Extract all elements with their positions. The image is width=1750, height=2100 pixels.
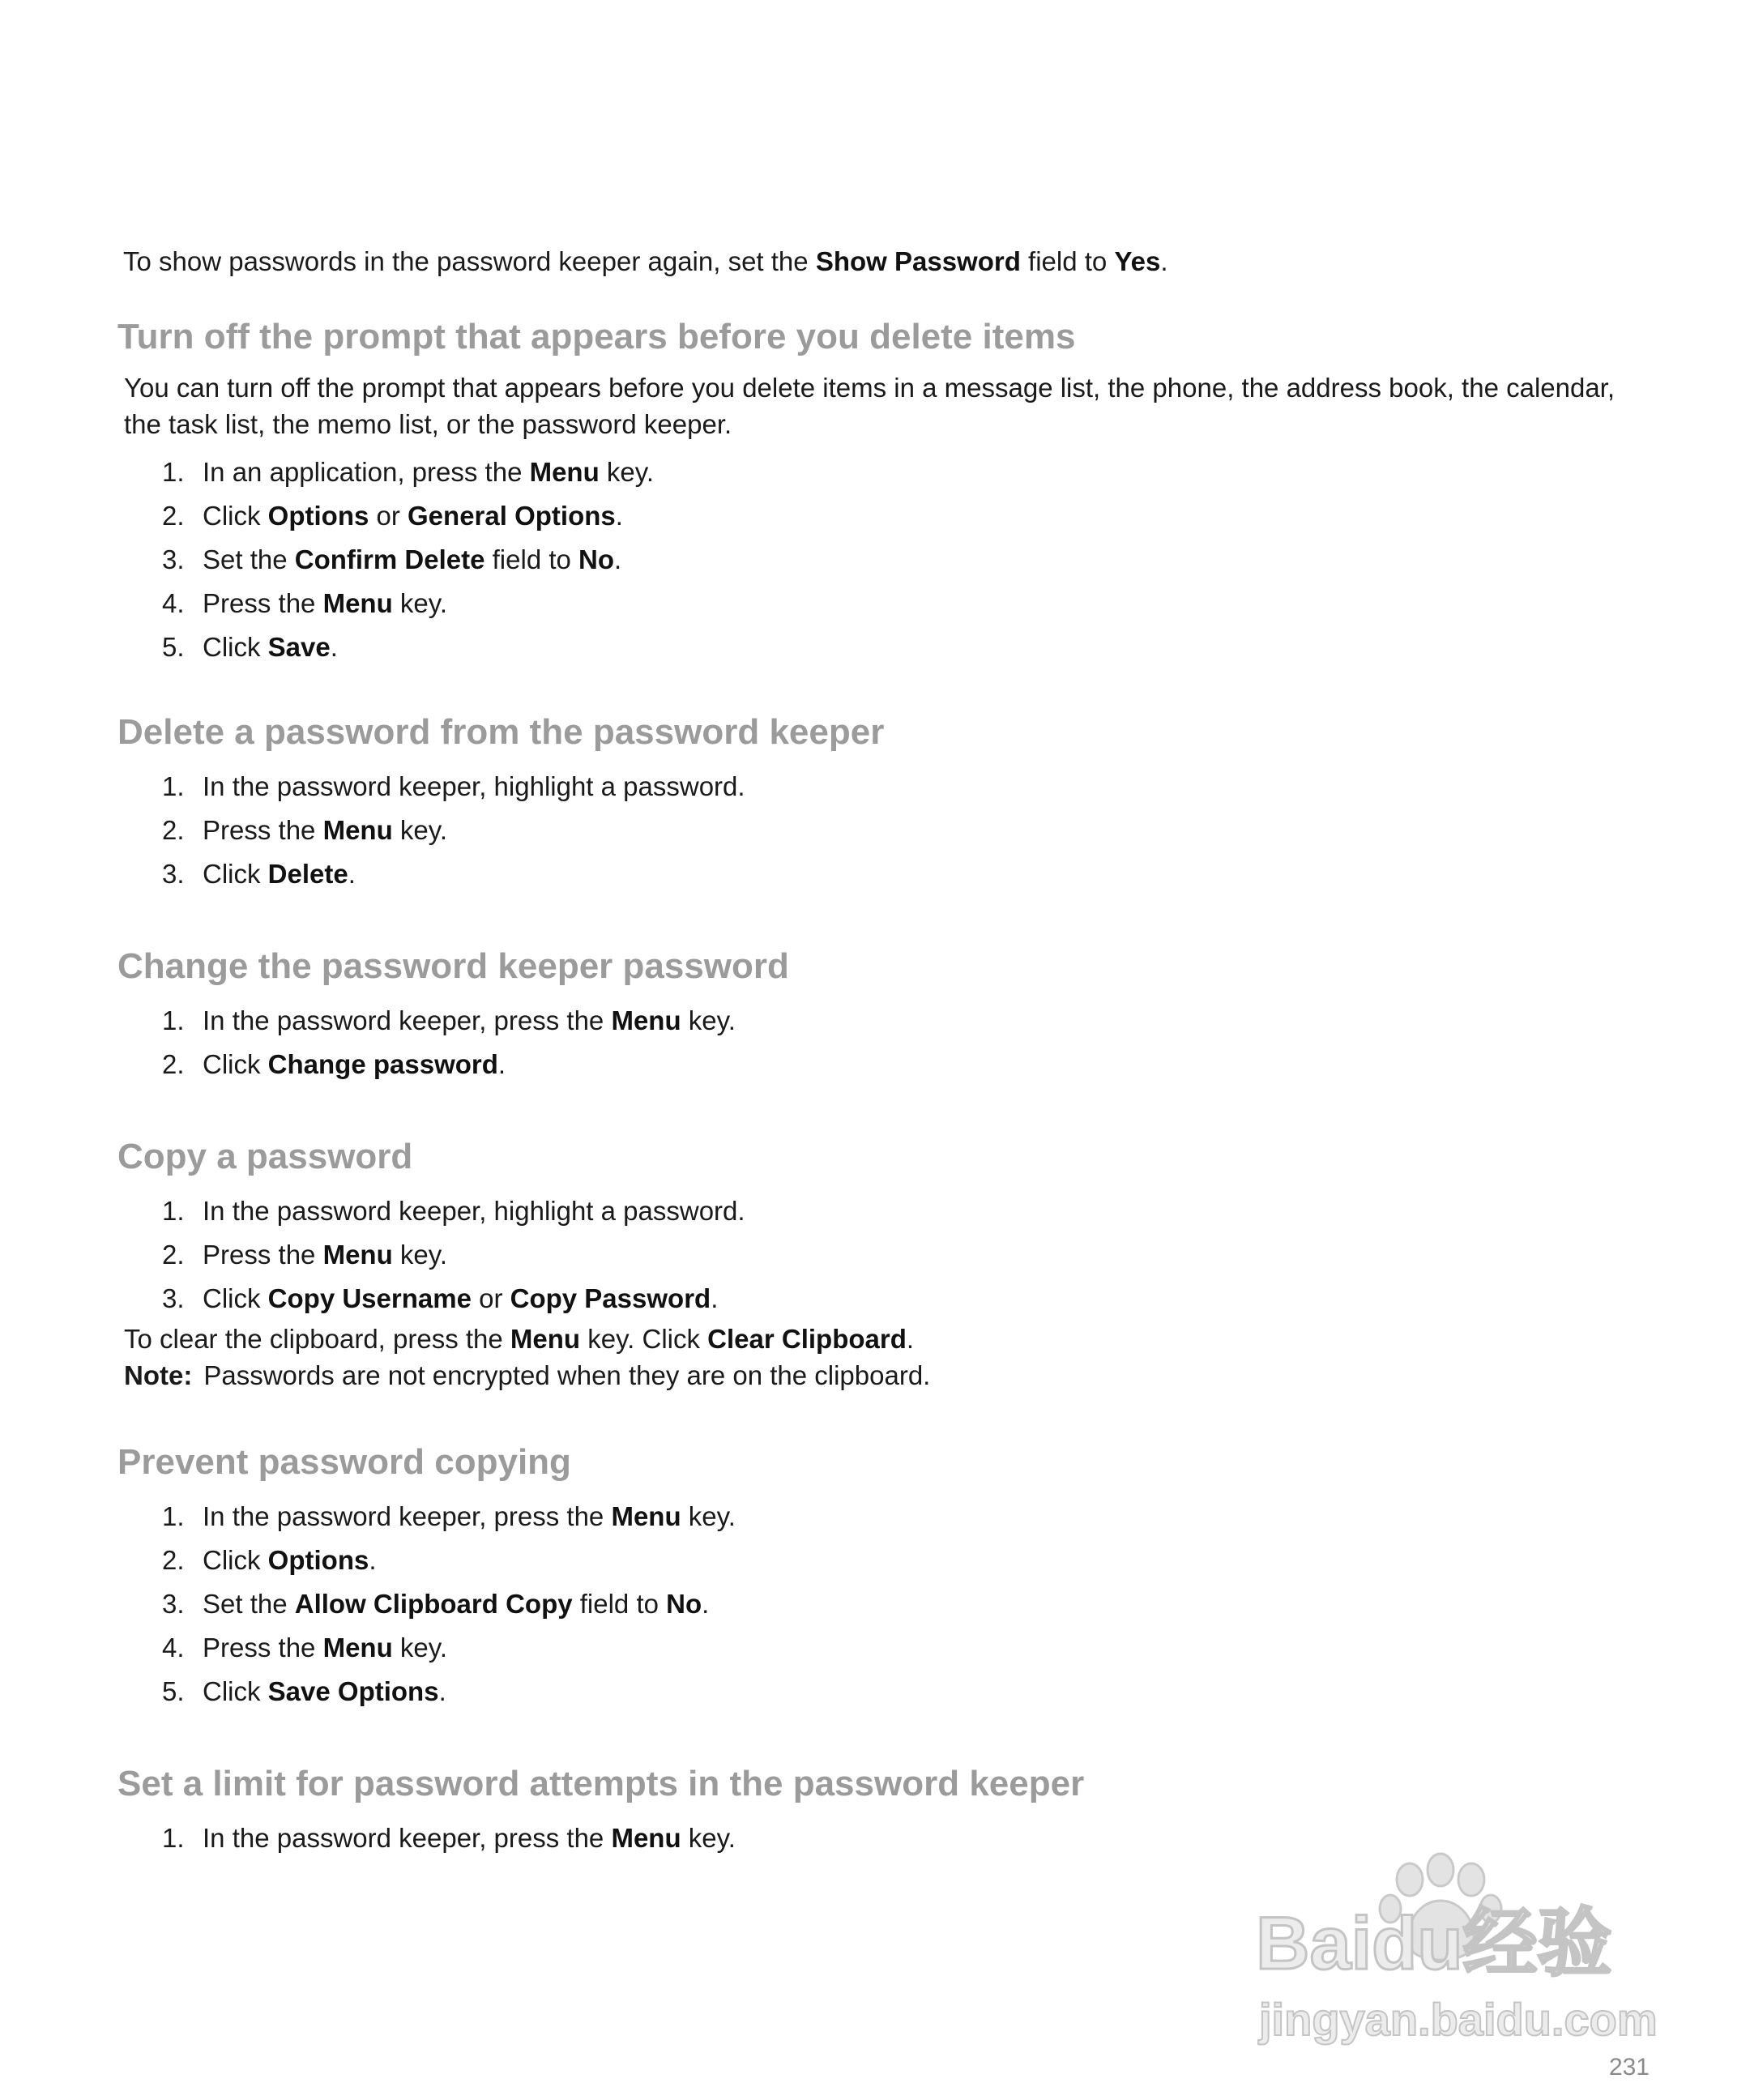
step-text: key. [681, 1823, 736, 1853]
step-text: Click [203, 1545, 268, 1575]
step-number: 4. [162, 1633, 185, 1662]
step-item [117, 450, 1637, 494]
step-bold: Menu [611, 1501, 681, 1531]
step-number: 5. [162, 632, 185, 662]
step-text: field to [572, 1589, 667, 1619]
step-item [117, 1189, 1637, 1233]
note [124, 1357, 1637, 1394]
step-number: 1. [162, 457, 185, 487]
step-number: 1. [162, 1196, 185, 1226]
step-item [117, 765, 1637, 809]
step-text: . [369, 1545, 377, 1575]
step-number: 3. [162, 859, 185, 889]
section-delete-password [117, 710, 1637, 896]
section-heading: Prevent password copying [117, 1442, 571, 1482]
step-text: . [348, 859, 356, 889]
step-text: . [438, 1676, 446, 1706]
step-text: key. [392, 815, 447, 845]
step-list [117, 1495, 1637, 1714]
step-item [117, 1539, 1637, 1582]
clear-clipboard-paragraph [124, 1321, 1637, 1357]
intro-bold-show-password: Show Password [815, 246, 1021, 276]
section-heading: Change the password keeper password [117, 946, 789, 986]
step-text: . [615, 501, 623, 531]
step-number: 4. [162, 588, 185, 618]
step-text: . [711, 1283, 719, 1313]
step-number: 1. [162, 1501, 185, 1531]
step-text: Click [203, 1283, 268, 1313]
intro-text: field to [1020, 246, 1115, 276]
step-text: key. [599, 457, 655, 487]
step-item [117, 1495, 1637, 1539]
step-bold: Menu [322, 1240, 393, 1270]
step-text: key. [681, 1501, 736, 1531]
step-text: In the password keeper, highlight a password. [203, 771, 745, 801]
step-item [117, 1582, 1637, 1626]
step-number: 3. [162, 1283, 185, 1313]
step-text: key. [681, 1005, 736, 1035]
step-text: Press the [203, 588, 323, 618]
step-text: . [702, 1589, 710, 1619]
step-text: key. [392, 1240, 447, 1270]
step-item [117, 1670, 1637, 1714]
step-text: or [369, 501, 408, 531]
step-number: 1. [162, 1823, 185, 1853]
intro-bold-yes: Yes [1114, 246, 1161, 276]
step-bold: Options [267, 1545, 369, 1575]
section-change-password [117, 944, 1637, 1086]
section-prevent-copying [117, 1440, 1637, 1714]
section-heading: Copy a password [117, 1137, 413, 1176]
watermark-brand: Baidu经验 [1256, 1902, 1612, 1985]
step-text: Click [203, 1676, 268, 1706]
section-description: You can turn off the prompt that appears before you delete items in a message list, the phone, the address book, the calendar, the task list, the memo list, or the password keeper. [124, 373, 1616, 439]
step-item [117, 1233, 1637, 1277]
step-bold: Confirm Delete [294, 544, 485, 574]
section-heading: Set a limit for password attempts in the password keeper [117, 1764, 1085, 1803]
step-item [117, 625, 1637, 669]
step-number: 2. [162, 1240, 185, 1270]
step-text: In the password keeper, highlight a password. [203, 1196, 745, 1226]
watermark-url: jingyan.baidu.com [1259, 1994, 1658, 2045]
step-number: 2. [162, 1049, 185, 1079]
step-list [117, 1189, 1637, 1321]
step-bold: No [578, 544, 615, 574]
step-text: Click [203, 1049, 268, 1079]
step-item [117, 1277, 1637, 1321]
step-text: Set the [203, 544, 295, 574]
step-item [117, 1626, 1637, 1670]
step-item [117, 999, 1637, 1043]
step-bold: Menu [322, 1633, 393, 1662]
paragraph-text: To clear the clipboard, press the [124, 1324, 510, 1354]
step-item [117, 538, 1637, 582]
paragraph-text: . [906, 1324, 915, 1354]
step-text: In an application, press the [203, 457, 530, 487]
step-number: 3. [162, 544, 185, 574]
step-text: Click [203, 632, 268, 662]
step-list [117, 765, 1637, 896]
step-bold: Change password [267, 1049, 498, 1079]
step-text: or [471, 1283, 510, 1313]
intro-text: To show passwords in the password keeper again, set the [123, 246, 816, 276]
step-bold: General Options [408, 501, 616, 531]
step-bold: Menu [529, 457, 600, 487]
step-number: 1. [162, 771, 185, 801]
step-number: 2. [162, 815, 185, 845]
note-label: Note: [124, 1360, 193, 1390]
step-text: Press the [203, 1240, 323, 1270]
step-bold: Options [267, 501, 369, 531]
paragraph-bold: Clear Clipboard [707, 1324, 907, 1354]
step-item [117, 809, 1637, 852]
step-text: Click [203, 501, 268, 531]
step-bold: Menu [322, 588, 393, 618]
intro-text: . [1160, 246, 1168, 276]
step-text: In the password keeper, press the [203, 1501, 612, 1531]
step-bold: Delete [267, 859, 348, 889]
step-text: . [614, 544, 622, 574]
step-text: In the password keeper, press the [203, 1005, 612, 1035]
step-text: Press the [203, 1633, 323, 1662]
step-bold: Menu [611, 1823, 681, 1853]
step-text: In the password keeper, press the [203, 1823, 612, 1853]
step-number: 5. [162, 1676, 185, 1706]
step-item [117, 852, 1637, 896]
step-text: . [497, 1049, 506, 1079]
step-item [117, 582, 1637, 625]
step-number: 2. [162, 1545, 185, 1575]
step-text: Set the [203, 1589, 295, 1619]
baidu-jingyan-watermark [1248, 1847, 1669, 2058]
section-heading: Delete a password from the password keeper [117, 712, 885, 752]
step-text: key. [392, 588, 447, 618]
step-item [117, 494, 1637, 538]
step-number: 3. [162, 1589, 185, 1619]
step-list [117, 450, 1637, 669]
step-text: . [330, 632, 338, 662]
section-heading: Turn off the prompt that appears before you delete items [117, 317, 1076, 356]
paragraph-bold: Menu [510, 1324, 581, 1354]
section-password-attempts [117, 1761, 1637, 1860]
step-number: 1. [162, 1005, 185, 1035]
section-turn-off-prompt [117, 314, 1637, 669]
step-list [117, 999, 1637, 1086]
step-item [117, 1043, 1637, 1086]
step-text: Press the [203, 815, 323, 845]
step-bold: Menu [322, 815, 393, 845]
step-bold: No [666, 1589, 702, 1619]
section-copy-password [117, 1134, 1637, 1420]
step-bold: Menu [611, 1005, 681, 1035]
step-text: Click [203, 859, 268, 889]
step-text: field to [484, 544, 579, 574]
step-text: key. [392, 1633, 447, 1662]
step-bold: Allow Clipboard Copy [294, 1589, 573, 1619]
step-bold: Save [267, 632, 331, 662]
page-number: 231 [1608, 2054, 1650, 2081]
step-bold: Copy Username [267, 1283, 472, 1313]
step-number: 2. [162, 501, 185, 531]
paragraph-text: key. Click [580, 1324, 708, 1354]
intro-paragraph [123, 241, 1168, 282]
step-bold: Copy Password [510, 1283, 711, 1313]
step-bold: Save Options [267, 1676, 439, 1706]
note-text: Passwords are not encrypted when they are on the clipboard. [203, 1360, 931, 1390]
